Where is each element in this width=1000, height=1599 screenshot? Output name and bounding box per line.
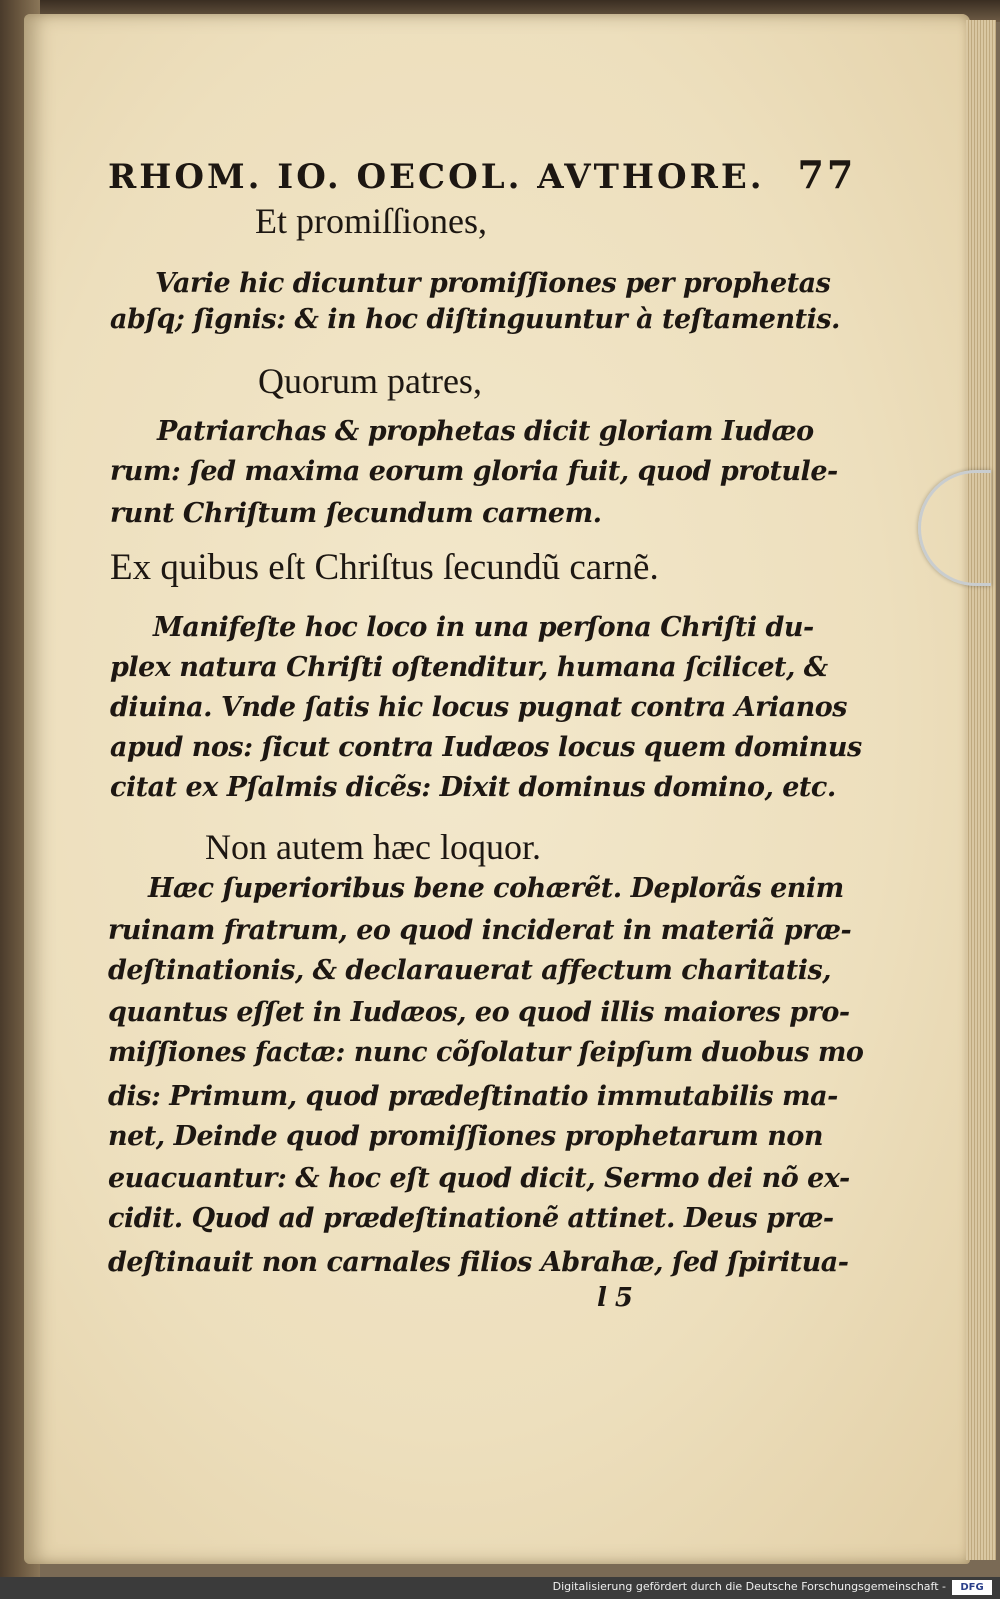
text-line: euacuantur: & hoc eſt quod dicit, Sermo dei nõ ex-: [108, 1163, 850, 1194]
text-line: cidit. Quod ad prædeſtinationẽ attinet. Deus præ-: [108, 1203, 834, 1234]
running-header: [108, 152, 856, 197]
text-line: Patriarchas & prophetas dicit gloriam Iudæo: [157, 416, 814, 447]
running-title: RHOM. IO. OECOL. AVTHORE.: [108, 157, 765, 197]
digitization-credit: Digitalisierung gefördert durch die Deutsche Forschungsgemeinschaft -: [552, 1580, 946, 1593]
text-line: citat ex Pſalmis dicẽs: Dixit dominus domino, etc.: [110, 772, 836, 803]
text-line: ruinam fratrum, eo quod inciderat in materiã præ-: [108, 915, 852, 946]
text-line: miſſiones factæ: nunc cõſolatur ſeipſum duobus mo: [108, 1037, 864, 1068]
text-line: dis: Primum, quod prædeſtinatio immutabilis ma-: [108, 1081, 838, 1112]
dfg-logo: DFG: [952, 1580, 992, 1595]
text-line: apud nos: ſicut contra Iudæos locus quem dominus: [110, 732, 862, 763]
text-line: deſtinauit non carnales filios Abrahæ, ſed ſpiritua-: [108, 1247, 849, 1278]
text-line: Varie hic dicuntur promiſſiones per prophetas: [155, 268, 831, 299]
section-heading: Ex quibus eſt Chriſtus ſecundũ carnẽ.: [110, 547, 659, 588]
text-line: plex natura Chriſti oſtenditur, humana ſcilicet, &: [110, 652, 828, 683]
signature-mark: l 5: [597, 1283, 633, 1313]
text-line: diuina. Vnde ſatis hic locus pugnat contra Arianos: [110, 692, 847, 723]
text-line: Manifeſte hoc loco in una perſona Chriſti du-: [153, 612, 814, 643]
section-heading: Quorum patres,: [258, 361, 482, 401]
page-number: 77: [797, 152, 857, 197]
text-line: net, Deinde quod promiſſiones prophetarum non: [108, 1121, 824, 1152]
text-line: rum: ſed maxima eorum gloria fuit, quod protule-: [110, 456, 838, 487]
text-line: abſq; ſignis: & in hoc diſtinguuntur à teſtamentis.: [110, 304, 840, 335]
text-line: quantus eſſet in Iudæos, eo quod illis maiores pro-: [108, 997, 850, 1028]
text-line: deſtinationis, & declarauerat affectum charitatis,: [108, 955, 832, 986]
page-edges: [966, 20, 996, 1560]
text-line: Hæc ſuperioribus bene cohærẽt. Deplorãs enim: [148, 873, 844, 904]
section-heading: Et promiſſiones,: [255, 201, 487, 241]
text-line: runt Chriſtum ſecundum carnem.: [110, 498, 602, 529]
section-heading: Non autem hæc loquor.: [205, 827, 541, 867]
